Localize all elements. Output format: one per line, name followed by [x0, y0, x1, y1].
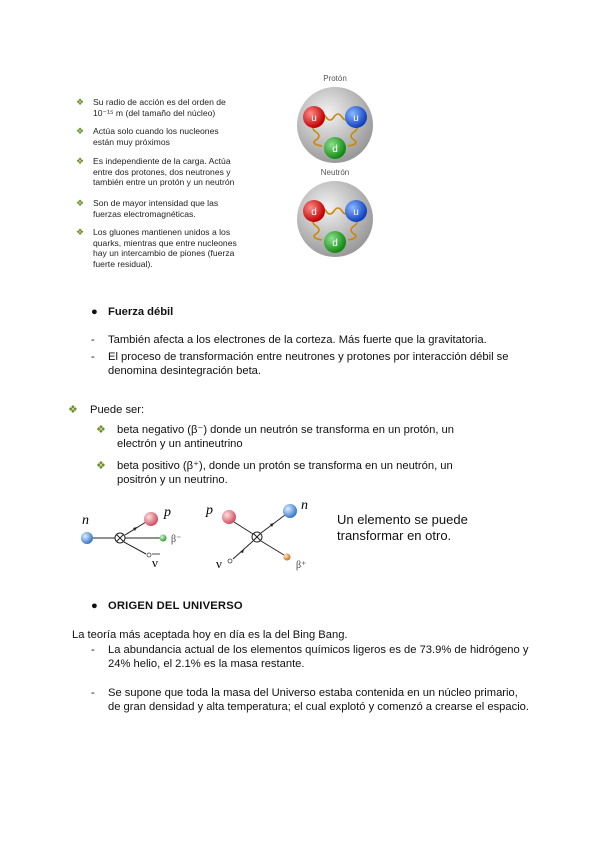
origin-bullet: ● [91, 600, 98, 612]
line: Se supone que toda la masa del Universo estaba contenida en un núcleo primario, [108, 687, 518, 699]
line: fuerte residual). [93, 258, 153, 269]
beta-positive-text [117, 459, 497, 487]
line: entre dos protones, dos neutrones y [93, 166, 231, 177]
quark-letter: d [332, 144, 338, 155]
neutrino-symbol: ν [216, 556, 222, 571]
electron-ball [160, 535, 167, 542]
line: transformar en otro. [337, 528, 452, 543]
neutron-label: Neutrón [320, 168, 350, 177]
neutrino-ball [228, 559, 232, 563]
line: fuerzas electromagnéticas. [93, 208, 196, 219]
line-out [261, 541, 284, 555]
line: de gran densidad y alta temperatura; el cual explotó y comenzó a crearse el espacio. [108, 701, 530, 713]
neutron-ball [283, 504, 297, 518]
line: Es independiente de la carga. Actúa [93, 156, 231, 166]
line: Un elemento se puede [337, 512, 468, 527]
diamond-bullet-icon: ❖ [76, 156, 85, 166]
quark-letter: d [332, 238, 338, 249]
quark-letter: u [353, 113, 359, 124]
line: Son de mayor intensidad que las [93, 198, 219, 208]
line: quarks, mientras que entre nucleones [93, 237, 237, 248]
proton-ball [144, 512, 158, 526]
line-out [124, 542, 146, 554]
line: electrón y un antineutrino [117, 438, 243, 450]
neutron-ball [81, 532, 93, 544]
line: también entre un protón y un neutrón [93, 177, 235, 187]
beta-plus-symbol: β⁺ [296, 560, 307, 571]
quark-letter: u [353, 207, 359, 218]
origin-heading: ORIGEN DEL UNIVERSO [108, 600, 243, 612]
line: positrón y un neutrino. [117, 474, 228, 486]
line-in [234, 522, 253, 534]
proton-ball [222, 510, 236, 524]
quark-letter: d [311, 207, 317, 218]
line: Los gluones mantienen unidos a los [93, 227, 231, 237]
line: están muy próximos [93, 136, 170, 147]
weak-item-2: El proceso de transformación entre neutrones y protones por interacción débil se denomina desintegración beta. [108, 351, 509, 377]
proton-diagram [290, 84, 380, 166]
diagram-caption [337, 512, 468, 544]
line: 24% helio, el 2.1% es la masa restante. [108, 658, 305, 670]
antineutrino-ball [147, 553, 151, 557]
dash-bullet: - [91, 351, 95, 363]
antineutrino-symbol: ν [152, 555, 158, 570]
line: 10⁻¹⁵ m (del tamaño del núcleo) [93, 107, 216, 118]
origin-item-2 [108, 686, 548, 714]
beta-minus-diagram [78, 498, 200, 570]
neutron-diagram [290, 178, 380, 260]
proton-symbol: p [164, 505, 171, 520]
diamond-bullet-icon: ❖ [76, 97, 85, 107]
diamond-bullet-icon: ❖ [96, 460, 106, 472]
dash-bullet: - [91, 687, 95, 699]
quark-letter: u [311, 113, 317, 124]
arrowhead [133, 527, 137, 531]
strong-bullet-5 [93, 227, 263, 269]
origin-intro: La teoría más aceptada hoy en día es la del Bing Bang. [72, 629, 348, 641]
diamond-bullet-icon: ❖ [76, 227, 85, 237]
weak-force-bullet: ● [91, 306, 98, 318]
proton-label: Protón [323, 74, 347, 83]
beta-minus-symbol: β⁻ [171, 534, 182, 545]
beta-negative-text [117, 423, 497, 451]
neutron-symbol: n [82, 513, 89, 528]
neutron-symbol: n [301, 498, 308, 513]
strong-bullet-3 [93, 156, 263, 188]
diamond-bullet-icon: ❖ [76, 126, 85, 136]
positron-ball [284, 554, 291, 561]
dash-bullet: - [91, 334, 95, 346]
beta-plus-diagram [200, 498, 330, 574]
line: Su radio de acción es del orden de [93, 97, 226, 107]
line: Actúa solo cuando los nucleones [93, 126, 219, 136]
origin-item-1 [108, 643, 538, 671]
puede-ser-label: Puede ser: [90, 404, 145, 416]
dash-bullet: - [91, 644, 95, 656]
diamond-bullet-icon: ❖ [76, 198, 85, 208]
proton-symbol: p [206, 503, 213, 518]
line: beta negativo (β⁻) donde un neutrón se transforma en un protón, un [117, 424, 454, 436]
strong-bullet-2 [93, 126, 263, 147]
line: La abundancia actual de los elementos químicos ligeros es de 73.9% de hidrógeno y [108, 644, 529, 656]
nucleon-figure [290, 70, 380, 260]
weak-item-1: También afecta a los electrones de la corteza. Más fuerte que la gravitatoria. [108, 334, 487, 346]
line: hay un intercambio de piones (fuerza [93, 248, 235, 258]
strong-bullet-4 [93, 198, 263, 219]
diamond-bullet-icon: ❖ [96, 424, 106, 436]
diamond-bullet-icon: ❖ [68, 404, 78, 416]
line: beta positivo (β⁺), donde un protón se transforma en un neutrón, un [117, 460, 453, 472]
weak-force-heading: Fuerza débil [108, 306, 174, 318]
strong-bullet-1 [93, 97, 263, 118]
